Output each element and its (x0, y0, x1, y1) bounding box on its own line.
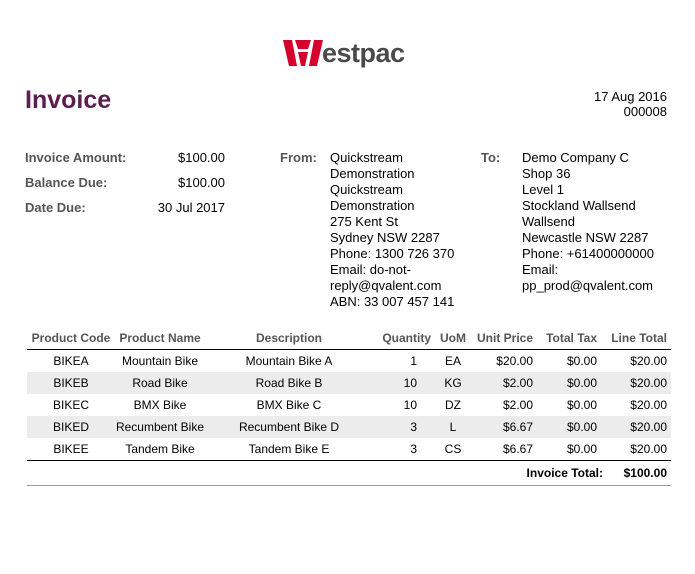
invoice-items-table (27, 329, 671, 461)
from-line: Demonstration (330, 198, 415, 213)
invoice-date-block (594, 89, 667, 119)
table-cell: Recumbent Bike D (205, 416, 373, 438)
table-cell: $20.00 (471, 350, 537, 373)
table-cell: 1 (373, 350, 435, 373)
table-cell: 10 (373, 372, 435, 394)
table-cell: DZ (435, 394, 471, 416)
to-line: pp_prod@qvalent.com (522, 278, 653, 293)
table-cell: Recumbent Bike (115, 416, 205, 438)
summary-row-balance (25, 175, 225, 200)
from-line: 275 Kent St (330, 214, 398, 229)
from-label: From: (280, 150, 317, 165)
table-cell: $0.00 (537, 372, 601, 394)
table-cell: $6.67 (471, 416, 537, 438)
from-line: Email: do-not- (330, 262, 411, 277)
table-cell: Mountain Bike (115, 350, 205, 373)
to-line: Email: (522, 262, 559, 277)
table-cell: $6.67 (471, 438, 537, 461)
table-cell: Tandem Bike (115, 438, 205, 461)
summary-label: Balance Due: (25, 175, 108, 190)
table-cell: KG (435, 372, 471, 394)
column-header: Unit Price (471, 329, 537, 350)
summary-value: $100.00 (178, 150, 225, 165)
table-row (27, 438, 671, 461)
from-line: reply@qvalent.com (330, 278, 442, 293)
table-cell: L (435, 416, 471, 438)
table-cell: BIKEC (27, 394, 115, 416)
column-header: Product Code (27, 329, 115, 350)
table-cell: $20.00 (601, 438, 671, 461)
page-title: Invoice (25, 86, 112, 114)
table-cell: Road Bike B (205, 372, 373, 394)
table-cell: 3 (373, 438, 435, 461)
table-row (27, 372, 671, 394)
to-label: To: (481, 150, 501, 165)
table-cell: EA (435, 350, 471, 373)
to-address (522, 150, 654, 294)
summary-value: $100.00 (178, 175, 225, 190)
table-cell: BIKEE (27, 438, 115, 461)
to-line: Shop 36 (522, 166, 571, 181)
to-line: Wallsend (522, 214, 575, 229)
brand-name: estpac (322, 37, 405, 68)
table-cell: Tandem Bike E (205, 438, 373, 461)
westpac-logo (283, 38, 405, 68)
table-row (27, 350, 671, 373)
from-line: Quickstream (330, 150, 403, 165)
to-line: Newcastle NSW 2287 (522, 230, 649, 245)
summary-row-due-date (25, 200, 225, 225)
table-cell: $20.00 (601, 350, 671, 373)
table-cell: BIKEB (27, 372, 115, 394)
table-cell: $20.00 (601, 416, 671, 438)
table-cell: BMX Bike C (205, 394, 373, 416)
table-cell: $0.00 (537, 394, 601, 416)
column-header: Quantity (373, 329, 435, 350)
table-header-row (27, 329, 671, 350)
summary-label: Invoice Amount: (25, 150, 127, 165)
from-line: Quickstream (330, 182, 403, 197)
table-row (27, 416, 671, 438)
table-cell: $2.00 (471, 394, 537, 416)
column-header: Description (205, 329, 373, 350)
from-line: ABN: 33 007 457 141 (330, 294, 455, 309)
to-line: Demo Company C (522, 150, 629, 165)
summary-value: 30 Jul 2017 (157, 200, 225, 215)
westpac-w-logo-icon (283, 40, 323, 66)
table-cell: Mountain Bike A (205, 350, 373, 373)
column-header: UoM (435, 329, 471, 350)
to-line: Level 1 (522, 182, 564, 197)
table-cell: 10 (373, 394, 435, 416)
table-cell: BMX Bike (115, 394, 205, 416)
table-cell: $20.00 (601, 372, 671, 394)
invoice-number: 000008 (623, 104, 667, 119)
table-cell: BIKED (27, 416, 115, 438)
table-cell: BIKEA (27, 350, 115, 373)
table-cell: Road Bike (115, 372, 205, 394)
invoice-summary (25, 150, 225, 225)
summary-label: Date Due: (25, 200, 86, 215)
from-line: Phone: 1300 726 370 (330, 246, 455, 261)
invoice-total-label: Invoice Total: (526, 466, 603, 480)
table-cell: $20.00 (601, 394, 671, 416)
column-header: Line Total (601, 329, 671, 350)
table-cell: $0.00 (537, 416, 601, 438)
table-cell: $2.00 (471, 372, 537, 394)
column-header: Total Tax (537, 329, 601, 350)
table-cell: CS (435, 438, 471, 461)
to-line: Stockland Wallsend (522, 198, 636, 213)
table-cell: 3 (373, 416, 435, 438)
table-cell: $0.00 (537, 350, 601, 373)
from-line: Sydney NSW 2287 (330, 230, 440, 245)
invoice-total-row (27, 463, 671, 486)
invoice-total-value: $100.00 (623, 466, 667, 480)
table-row (27, 394, 671, 416)
from-address (330, 150, 454, 310)
invoice-date: 17 Aug 2016 (593, 89, 667, 104)
from-line: Demonstration (330, 166, 415, 181)
to-line: Phone: +61400000000 (522, 246, 654, 261)
table-cell: $0.00 (537, 438, 601, 461)
column-header: Product Name (115, 329, 205, 350)
summary-row-amount (25, 150, 225, 175)
